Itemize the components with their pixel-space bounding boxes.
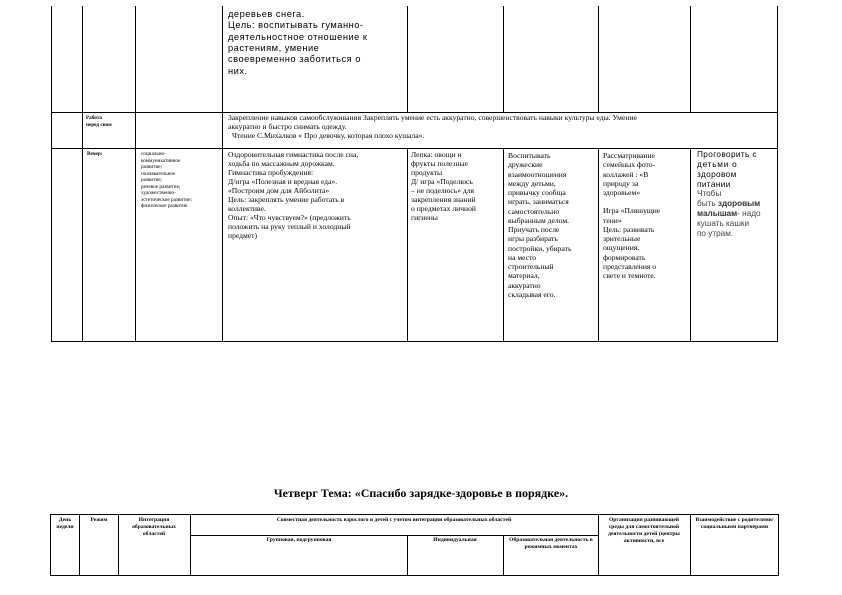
- header-regime: Режим: [90, 517, 108, 523]
- regime-line: Приучать после: [508, 225, 560, 234]
- parents-line: Чтобы: [697, 189, 722, 199]
- bottom-table-col-line-2: [118, 514, 119, 576]
- header-regime-moments: Образовательная деятельность в режимных моментах: [509, 537, 593, 550]
- regime-line: складывая его.: [508, 289, 556, 299]
- evening-group-activity: [228, 151, 406, 241]
- goal-line: своевременно заботиться о: [228, 54, 361, 65]
- individual-line: Д/ игра «Поделюсь: [411, 176, 473, 186]
- group-line: предмет): [228, 230, 258, 240]
- work-line: Закрепление навыков самообслуживания Закреплять умение есть аккуратно, совершенствовать навыки культуры еды. Умение: [228, 113, 637, 122]
- regime-line: привычку сообща: [508, 188, 566, 197]
- top-table-col-line-1: [82, 6, 83, 342]
- regime-line: аккуратно: [508, 280, 541, 290]
- group-line: «Построим дом для Айболита»: [228, 185, 330, 195]
- goal-line: Цель: воспитывать гуманно-: [228, 20, 364, 31]
- bottom-table-border-top: [50, 514, 779, 515]
- parents-line: [697, 199, 777, 209]
- header-day: День недели: [56, 517, 74, 530]
- evening-parents: [697, 150, 777, 239]
- regime-line: постройки, убирать: [508, 243, 572, 253]
- bottom-table-border-right: [778, 514, 779, 576]
- env-line: Игра «Пляшущие: [603, 206, 661, 216]
- header-parents: Взаимодействие с родителями/ социальными партнерами: [695, 517, 774, 530]
- work-line: Чтение С.Михалков « Про девочку, которая плохо кушала».: [232, 130, 425, 140]
- area-line: развитие;: [141, 164, 162, 170]
- env-line: ощущения,: [603, 243, 640, 253]
- goal-line: деятельностное отношение к: [228, 31, 368, 42]
- top-table-col-line-4b: [407, 148, 408, 342]
- top-table-col-line-5b: [503, 148, 504, 342]
- env-line: тени»: [603, 215, 622, 225]
- top-table-col-line-6b: [598, 148, 599, 342]
- top-table-col-line-6: [598, 6, 599, 112]
- area-line: физическое развитие.: [141, 203, 189, 209]
- area-line: коммуникативное: [141, 157, 181, 164]
- group-line: ходьба по массажным дорожкам.: [228, 158, 335, 168]
- work-line: аккуратно и быстро снимать одежду.: [228, 121, 347, 131]
- regime-line: материал,: [508, 271, 540, 281]
- header-joint: Совместная деятельность взрослого и детей с учетом интеграции образовательных областей: [276, 517, 512, 523]
- parents-line: [697, 209, 777, 219]
- group-line: Д/игра «Полезная и вредная еда».: [228, 176, 338, 186]
- parents-word-bold: здоровым: [717, 199, 761, 209]
- area-line: художественно-: [141, 190, 176, 196]
- bottom-table-col-line-7: [690, 514, 691, 576]
- individual-line: продукты: [411, 167, 443, 177]
- group-line: Гимнастика пробуждения:: [228, 167, 314, 177]
- row-label-work-before-sleep: [86, 115, 134, 128]
- parents-line: здоровом: [697, 169, 737, 179]
- env-line: формировать: [603, 252, 646, 262]
- evening-individual: [411, 151, 502, 223]
- bottom-table-col-line-4: [407, 535, 408, 576]
- area-line: социально-: [141, 151, 166, 157]
- row-label-evening: Вечер:: [87, 151, 103, 157]
- individual-line: гигиены: [411, 212, 438, 222]
- regime-line: играть, заниматься: [508, 197, 569, 207]
- top-table-col-line-2: [135, 6, 136, 342]
- goal-line: деревьев снега.: [228, 9, 305, 19]
- day-title: Четверг Тема: «Спасибо зарядке-здоровье в порядке».: [273, 486, 569, 500]
- parents-line: Проговорить с: [697, 150, 757, 159]
- area-line: развитие;: [141, 177, 162, 183]
- evening-areas: [141, 151, 221, 210]
- top-table-col-line-7: [690, 6, 691, 112]
- parents-line: по утрам.: [697, 228, 734, 238]
- individual-line: фрукты полезные: [411, 158, 468, 168]
- env-line: природу за: [603, 178, 639, 188]
- group-line: положить на руку теплый и холодный: [228, 221, 351, 231]
- env-line: Цель: развивать: [603, 224, 655, 234]
- header-individual: Индивидуальная: [433, 537, 477, 543]
- header-group: Групповая, подгрупповая: [266, 537, 332, 543]
- area-line: речевое развитие;: [141, 183, 181, 190]
- regime-line: Воспитывать: [508, 151, 551, 160]
- goal-line: растениям, умение: [228, 42, 320, 53]
- regime-line: на место: [508, 252, 537, 262]
- bottom-table-col-line-6: [598, 514, 599, 576]
- goal-line: них.: [228, 65, 248, 76]
- regime-line: самостоятельно: [508, 206, 560, 216]
- group-line: Оздоровительная гимнастика после сна,: [228, 150, 359, 159]
- header-environment: Организация развивающей среды для самостоятельной деятельности детей (центры активности, все: [608, 517, 680, 544]
- group-line: Цель: закреплять умение работать в: [228, 194, 345, 204]
- parents-word: быть: [697, 199, 718, 209]
- evening-environment: [603, 151, 689, 280]
- top-table-col-line-4: [407, 6, 408, 112]
- individual-line: – не поделюсь» для: [411, 185, 475, 195]
- parents-line: кушать кашки: [697, 218, 750, 228]
- env-line: [603, 197, 689, 206]
- top-table-border-left: [51, 6, 52, 342]
- bottom-table-col-line-1: [79, 514, 80, 576]
- regime-line: между детьми,: [508, 178, 556, 188]
- top-table-col-line-7b: [690, 148, 691, 342]
- evening-regime-moments: [508, 151, 597, 299]
- row-label-line: перед сном: [86, 121, 112, 128]
- top-table-border-right: [777, 6, 778, 342]
- env-line: Рассматривание: [603, 151, 655, 160]
- parents-line: детьми о: [697, 159, 738, 169]
- env-line: семейных фото-: [603, 160, 656, 170]
- parents-word-bold: малышам: [697, 209, 738, 219]
- top-table-row-line-2: [51, 148, 778, 149]
- bottom-table-border-left: [50, 514, 51, 576]
- parents-line: питании: [697, 179, 731, 189]
- group-line: коллективе.: [228, 203, 266, 213]
- individual-line: закрепления знаний: [411, 194, 476, 204]
- header-areas: Интеграция образовательных областей: [132, 517, 176, 537]
- individual-line: Лепка: овощи и: [411, 150, 462, 159]
- bottom-table-col-line-5: [503, 535, 504, 576]
- env-line: коллажей : «В: [603, 169, 649, 179]
- top-table-col-line-3: [222, 6, 223, 342]
- top-table-col-line-5: [503, 6, 504, 112]
- regime-line: взаимоотношения: [508, 169, 567, 179]
- row-label-line: Работа: [86, 115, 103, 121]
- env-line: представления о: [603, 261, 657, 271]
- regime-line: выбранным делом.: [508, 215, 570, 225]
- goal-continuation: [228, 9, 368, 77]
- parents-word: - надо: [737, 209, 761, 219]
- regime-line: дружеские: [508, 160, 543, 170]
- individual-line: о предметах личной: [411, 203, 476, 213]
- env-line: здоровьем»: [603, 188, 641, 197]
- bottom-table-col-line-3: [190, 514, 191, 576]
- env-line: зрительные: [603, 234, 641, 243]
- area-line: эстетическое развитие;: [141, 196, 192, 203]
- regime-line: игры разбирать: [508, 234, 558, 244]
- group-line: Опыт: «Что чувствуем?» (предложить: [228, 212, 351, 222]
- area-line: познавательное: [141, 170, 176, 177]
- env-line: свете и темноте.: [603, 271, 656, 280]
- bottom-table-sub-line: [190, 535, 598, 536]
- top-table-border-bottom: [51, 341, 778, 342]
- bottom-table-border-bottom: [50, 575, 779, 576]
- work-before-sleep-text: [228, 114, 773, 141]
- regime-line: строительный: [508, 262, 554, 271]
